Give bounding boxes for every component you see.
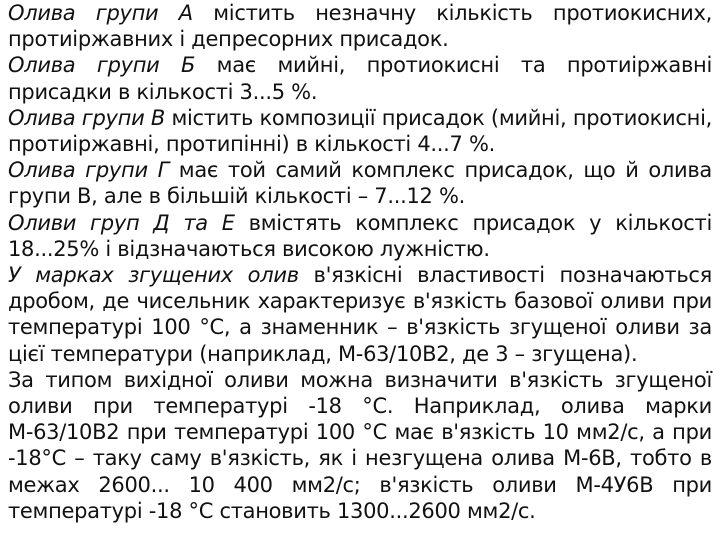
paragraph-text: містить незначну кількість протиокисних, протиіржавних і депресорних присадок.: [8, 1, 712, 52]
paragraph-text: вмістять комплекс присадок у кількості 18...25% і відзначаються високою лужністю.: [8, 210, 712, 261]
paragraph-group-b: [8, 52, 712, 104]
paragraph-text: в'язкісні властивості позначаються дробом, де чисельник характеризує в'язкість базової оливи при температурі 100 °С, а знаменник – в'язкість згущеної оливи за цієї температури (наприклад, М-63/10В2, де 3 – згущена).: [8, 263, 712, 366]
paragraph-lead: Оливи груп Д та Е: [8, 210, 235, 235]
paragraph-thickened-oils: [8, 262, 712, 367]
document-body: [8, 0, 712, 524]
paragraph-text: має той самий комплекс присадок, що й олива групи В, але в більшій кількості – 7...12 %.: [8, 158, 712, 209]
paragraph-base-oil-type: [8, 367, 712, 524]
paragraph-lead: Олива групи Г: [8, 158, 169, 183]
paragraph-group-v: [8, 105, 712, 157]
paragraph-text: За типом вихідної оливи можна визначити в'язкість згущеної оливи при температурі -18 °С. Наприклад, олива марки М-63/10В2 при температурі 100 °С має в'язкість 10 мм2/с, а при -18°С – таку саму в'язкість, як і незгущена олива М-6В, тобто в межах 2600... 10 400 мм2/с; в'язкість оливи М-4У6В при температурі -18 °С становить 1300...2600 мм2/с.: [8, 367, 712, 523]
paragraph-group-d-e: [8, 210, 712, 262]
paragraph-text: містить композиції присадок (мийні, протиокисні, протиіржавні, протипінні) в кількості 4...7 %.: [8, 105, 712, 157]
paragraph-lead: Олива групи Б: [8, 53, 196, 78]
paragraph-lead: Олива групи В: [8, 105, 166, 130]
paragraph-group-a: [8, 0, 712, 52]
paragraph-group-g: [8, 157, 712, 209]
paragraph-text: має мийні, протиокисні та протиіржавні присадки в кількості 3...5 %.: [8, 53, 713, 104]
paragraph-lead: У марках згущених олив: [8, 263, 299, 288]
paragraph-lead: Олива групи А: [8, 1, 193, 25]
